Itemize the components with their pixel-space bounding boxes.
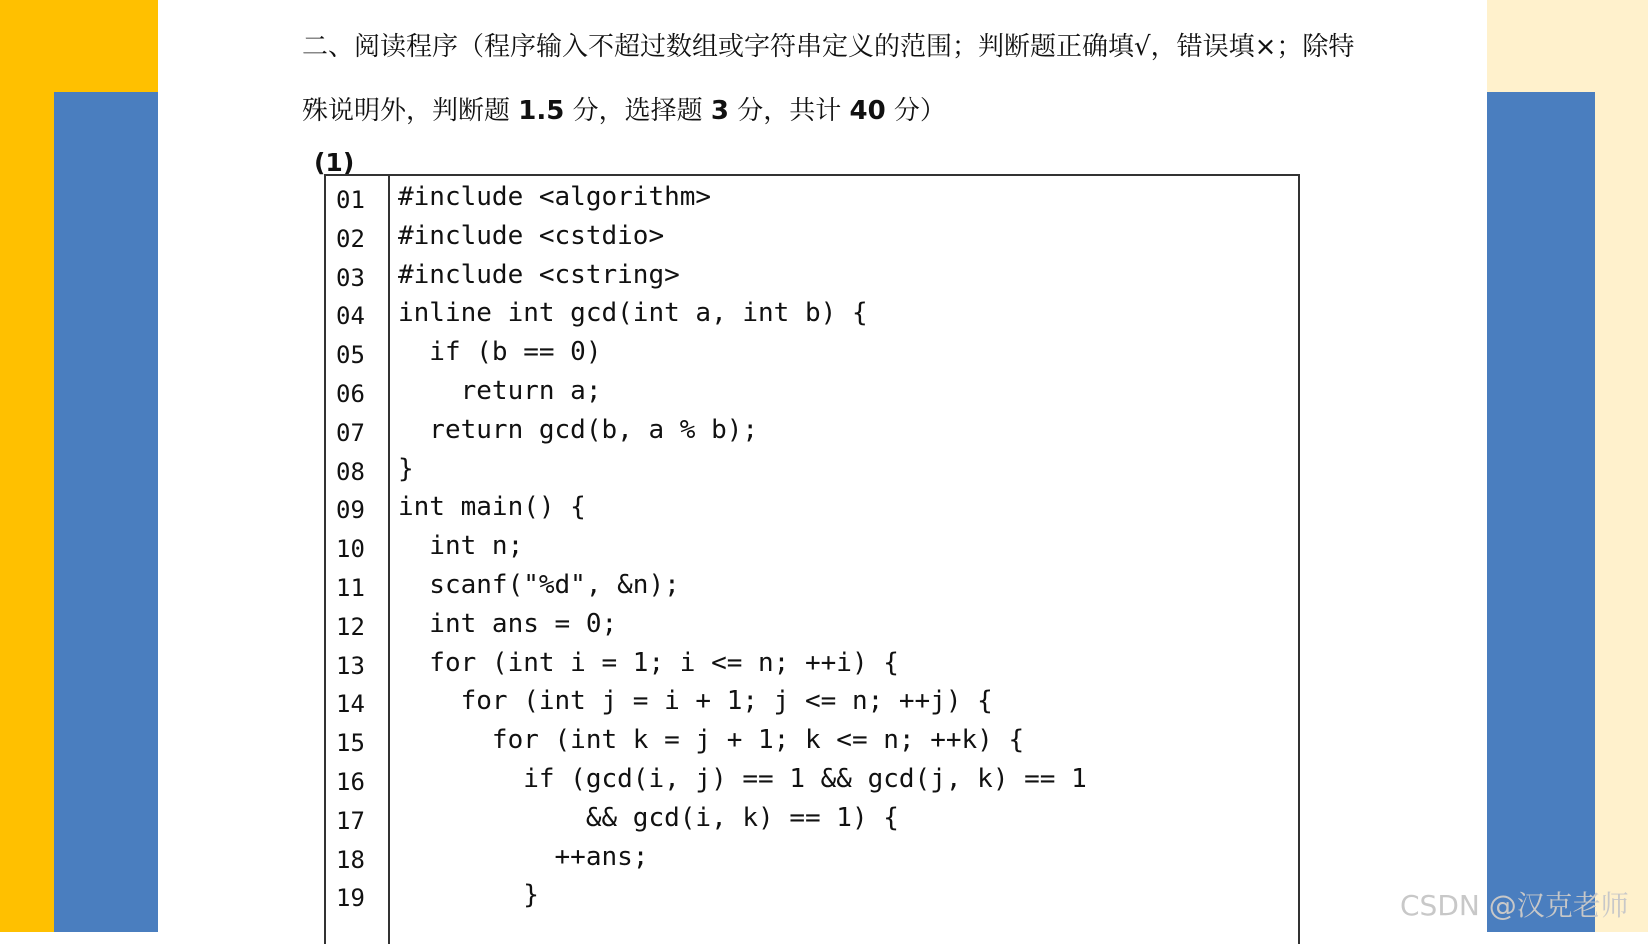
code-line: ++ans;: [398, 841, 649, 872]
background-blue-left: [54, 92, 158, 932]
code-line: }: [398, 880, 539, 911]
heading-text: 分）: [885, 96, 946, 126]
code-line: inline int gcd(int a, int b) {: [398, 298, 868, 329]
code-line: if (b == 0): [398, 337, 602, 368]
line-number: 10: [336, 535, 365, 564]
line-number: 13: [336, 651, 365, 680]
line-number: 15: [336, 729, 365, 758]
code-line: #include <algorithm>: [398, 182, 712, 212]
line-number: 03: [336, 263, 365, 292]
line-number: 12: [336, 612, 365, 641]
line-number: 02: [336, 224, 365, 253]
code-line: for (int k = j + 1; k <= n; ++k) {: [398, 725, 1025, 756]
line-number: 16: [336, 768, 365, 796]
heading-text: 分，选择题: [564, 96, 711, 126]
line-number: 01: [336, 186, 365, 214]
code-line: int main() {: [398, 492, 586, 523]
line-number: 11: [336, 574, 365, 602]
code-line: && gcd(i, k) == 1) {: [398, 802, 899, 833]
code-line: #include <cstring>: [398, 259, 680, 290]
code-line: if (gcd(i, j) == 1 && gcd(j, k) == 1: [398, 764, 1087, 794]
line-number: 14: [336, 690, 365, 719]
total-score: 40: [849, 96, 886, 126]
code-line: for (int j = i + 1; j <= n; ++j) {: [398, 686, 993, 717]
code-line: scanf("%d", &n);: [398, 570, 680, 600]
choice-score: 3: [710, 96, 729, 126]
line-number: 17: [336, 806, 365, 835]
line-number: 06: [336, 380, 365, 408]
code-line: int n;: [398, 531, 524, 562]
code-line: }: [398, 453, 414, 484]
code-listing: [324, 174, 1300, 944]
line-number: 09: [336, 496, 365, 525]
section-heading-line1: 二、阅读程序（程序输入不超过数组或字符串定义的范围；判断题正确填√，错误填×；除特: [302, 32, 1355, 62]
line-number: 18: [336, 845, 365, 874]
line-number: 05: [336, 341, 365, 370]
watermark: CSDN @汉克老师: [1400, 889, 1629, 922]
code-line: return a;: [398, 376, 602, 406]
code-line: #include <cstdio>: [398, 220, 665, 251]
heading-text: 分，共计: [728, 96, 850, 126]
code-line: return gcd(b, a % b);: [398, 414, 759, 445]
question-number: (1): [314, 148, 355, 177]
line-number: 19: [336, 884, 365, 913]
line-number: 04: [336, 302, 365, 331]
code-line: int ans = 0;: [398, 608, 618, 639]
line-number: 08: [336, 457, 365, 486]
heading-text: 殊说明外，判断题: [302, 96, 519, 126]
line-number: 07: [336, 418, 365, 447]
judge-score: 1.5: [518, 96, 565, 126]
code-line: for (int i = 1; i <= n; ++i) {: [398, 647, 899, 678]
background-blue-right: [1487, 92, 1595, 932]
section-heading-line2: [302, 90, 946, 127]
